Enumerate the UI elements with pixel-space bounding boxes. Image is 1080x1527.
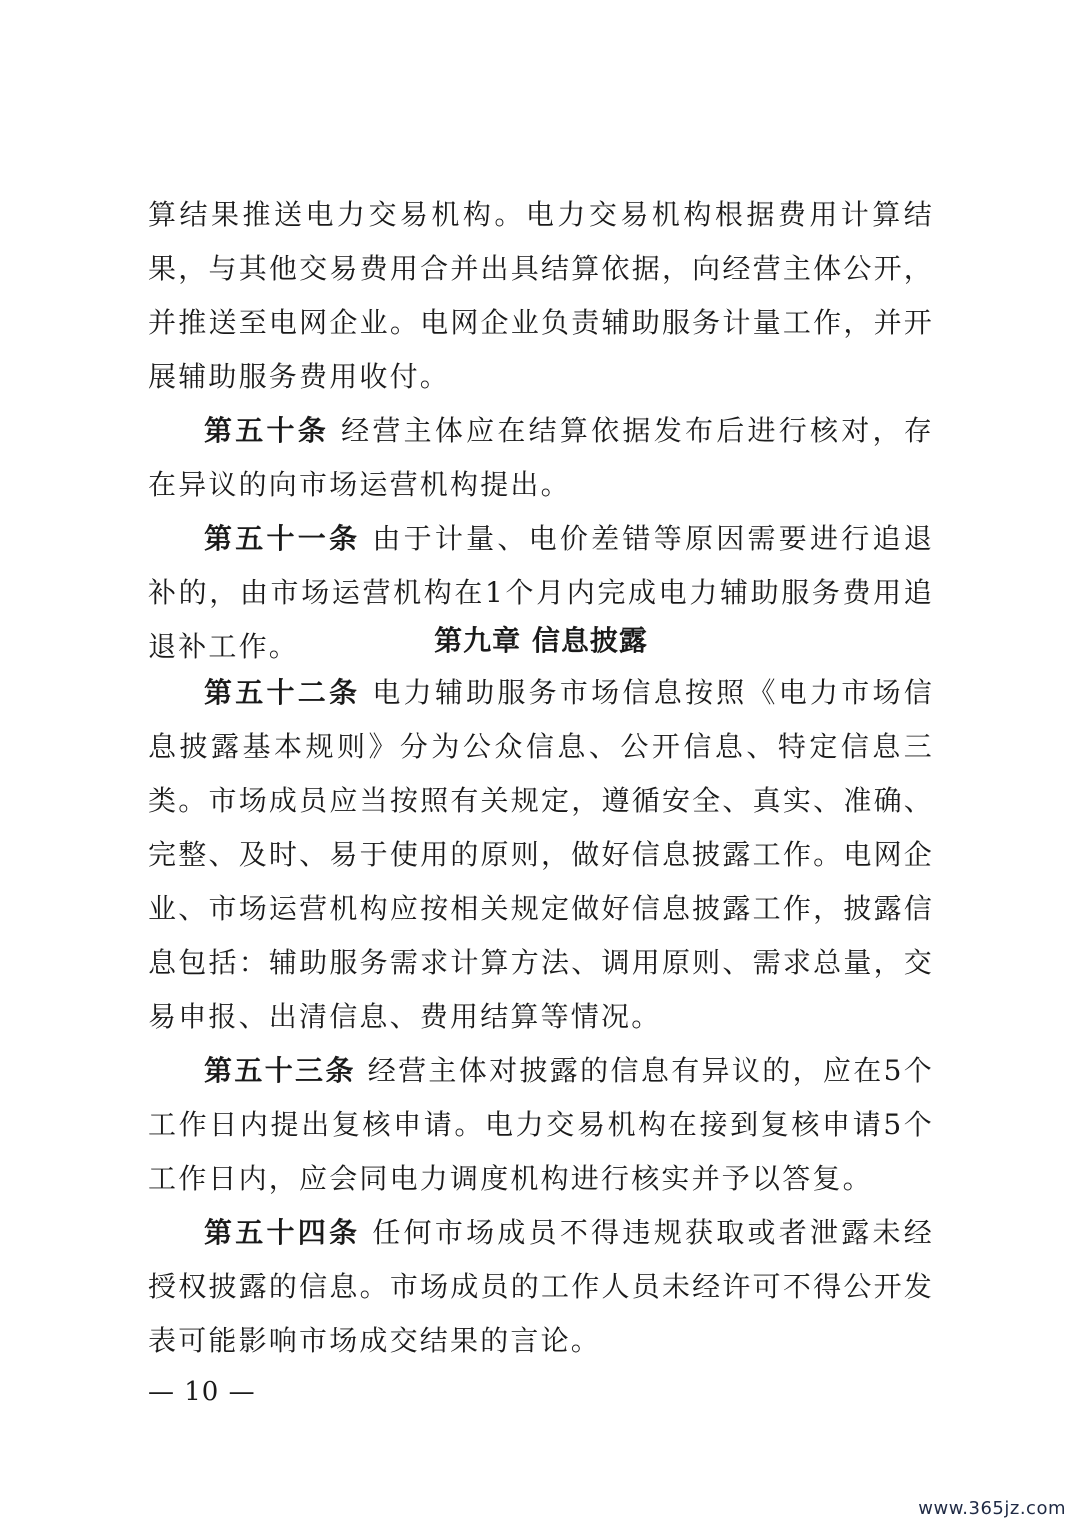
article-number: 第五十二条 (204, 676, 361, 709)
page-number: — 10 — (148, 1377, 256, 1407)
article-52 (148, 666, 934, 1044)
article-number: 第五十一条 (204, 522, 361, 555)
article-text: 电力辅助服务市场信息按照《电力市场信息披露基本规则》分为公众信息、公开信息、特定信息三类。市场成员应当按照有关规定，遵循安全、真实、准确、完整、及时、易于使用的原则，做好信息披露工作。电网企业、市场运营机构应按相关规定做好信息披露工作，披露信息包括：辅助服务需求计算方法、调用原则、需求总量，交易申报、出清信息、费用结算等情况。 (148, 676, 934, 1033)
article-54 (148, 1206, 934, 1368)
article-text: 经营主体对披露的信息有异议的，应在5个工作日内提出复核申请。电力交易机构在接到复核申请5个工作日内，应会同电力调度机构进行核实并予以答复。 (148, 1054, 934, 1195)
upper-body-text (148, 188, 934, 674)
article-text: 经营主体应在结算依据发布后进行核对，存在异议的向市场运营机构提出。 (148, 414, 934, 501)
article-53 (148, 1044, 934, 1206)
article-50 (148, 404, 934, 512)
article-number: 第五十四条 (204, 1216, 361, 1249)
chapter-title: 第九章 信息披露 (434, 624, 648, 657)
article-number: 第五十三条 (204, 1054, 356, 1087)
article-number: 第五十条 (204, 414, 330, 447)
continued-paragraph: 算结果推送电力交易机构。电力交易机构根据费用计算结果，与其他交易费用合并出具结算依据，向经营主体公开，并推送至电网企业。电网企业负责辅助服务计量工作，并开展辅助服务费用收付。 (148, 198, 934, 393)
article-text: 由于计量、电价差错等原因需要进行追退补的，由市场运营机构在1个月内完成电力辅助服务费用追退补工作。 (148, 522, 934, 663)
site-watermark: www.365jz.com (918, 1498, 1066, 1519)
lower-body-text (148, 666, 934, 1368)
article-text: 任何市场成员不得违规获取或者泄露未经授权披露的信息。市场成员的工作人员未经许可不得公开发表可能影响市场成交结果的言论。 (148, 1216, 934, 1357)
